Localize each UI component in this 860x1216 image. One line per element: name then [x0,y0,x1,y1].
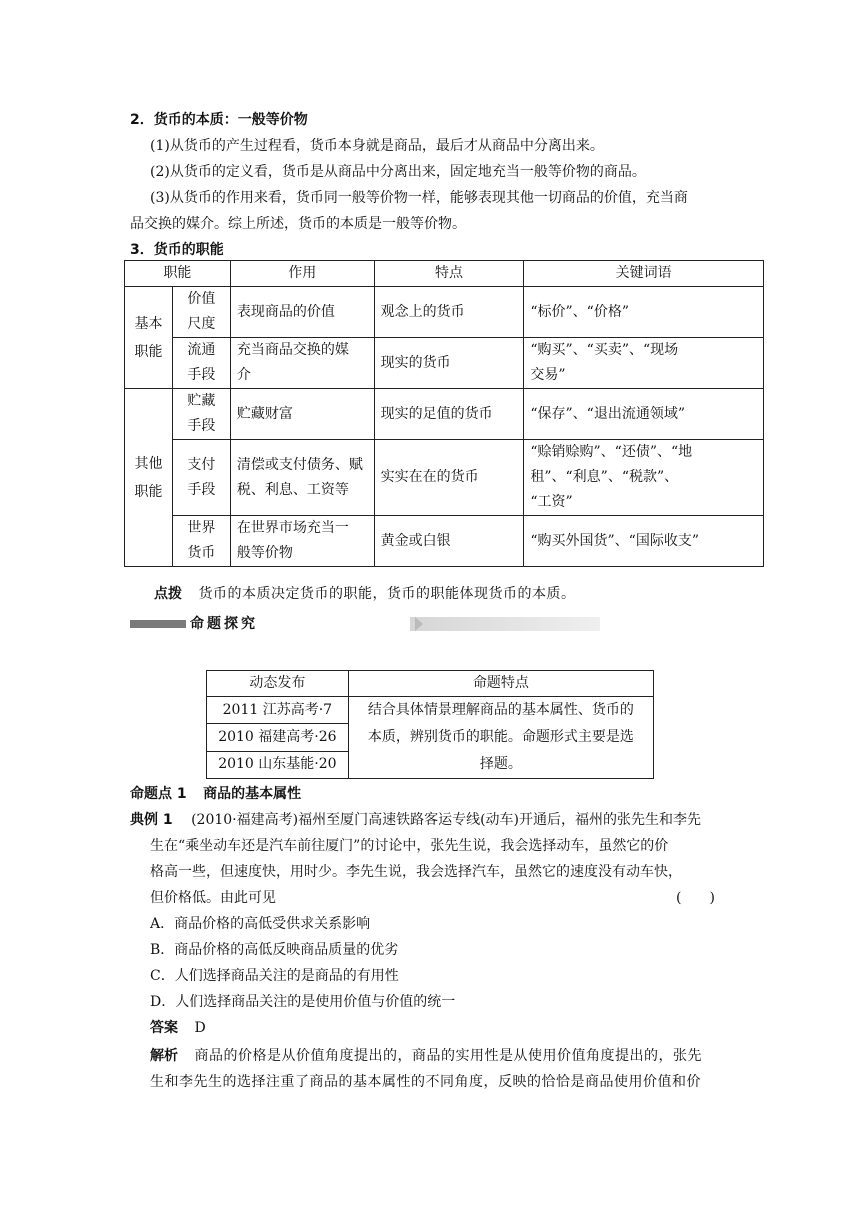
header-function: 职能 [125,261,231,287]
header-source: 动态发布 [207,671,349,697]
banner-gradient [410,617,600,631]
banner-bar [130,620,186,628]
function-name: 价值 尺度 [172,287,230,338]
exam-source: 2011 江苏高考·7 [207,697,349,724]
section-banner [130,615,470,633]
table-row [125,440,764,516]
function-use: 表现商品的价值 [230,287,374,338]
exam-source: 2010 山东基能·20 [207,751,349,778]
money-functions-table [124,260,764,567]
function-keywords: “购买”、“买卖”、“现场 交易” [524,338,764,389]
function-name: 流通 手段 [172,338,230,389]
exam-feature: 结合具体情景理解商品的基本属性、货币的 本质，辨别货币的职能。命题形式主要是选 择题。 [348,697,653,779]
group-label: 基本职能 [134,315,163,360]
tip [154,584,575,604]
section-2-point-3-cont: 品交换的媒介。综上所述，货币的本质是一般等价物。 [130,216,466,232]
group-label: 其他职能 [134,455,163,500]
header-use: 作用 [230,261,374,287]
function-trait: 实实在在的货币 [374,440,524,516]
point-title: 商品的基本属性 [203,786,302,802]
function-keywords: “保存”、“退出流通领域” [524,389,764,440]
function-trait: 黄金或白银 [374,516,524,567]
example-label: 典例 1 [130,812,173,828]
table-row [125,338,764,389]
analysis-text-line: 商品的价格是从价值角度提出的，商品的实用性是从使用价值角度提出的，张先 [194,1048,702,1064]
function-name: 支付 手段 [172,440,230,516]
example-text-line: 格高一些，但速度快，用时少。李先生说，我会选择汽车，虽然它的速度没有动车快， [150,864,682,880]
header-trait: 特点 [374,261,524,287]
point-heading [130,784,301,804]
header-feature: 命题特点 [348,671,653,697]
analysis-label: 解析 [150,1048,178,1064]
option-c: C．人们选择商品关注的是商品的有用性 [150,968,399,984]
example-first-line [130,810,701,830]
function-trait: 现实的货币 [374,338,524,389]
exam-source: 2010 福建高考·26 [207,724,349,751]
example-text-line: 生在“乘坐动车还是汽车前往厦门”的讨论中，张先生说，我会选择动车，虽然它的价 [150,838,669,854]
section-2-point-2: (2)从货币的定义看，货币是从商品中分离出来，固定地充当一般等价物的商品。 [150,164,646,180]
option-a: A．商品价格的高低受供求关系影响 [150,916,371,932]
tip-text: 货币的本质决定货币的职能，货币的职能体现货币的本质。 [198,586,576,602]
table-header-row [125,261,764,287]
analysis-text-line: 生和李先生的选择注重了商品的基本属性的不同角度，反映的恰恰是商品使用价值和价 [150,1074,701,1090]
section-2-point-1: (1)从货币的产生过程看，货币本身就是商品，最后才从商品中分离出来。 [150,138,604,154]
group-other-functions [125,389,173,567]
function-name: 世界 货币 [172,516,230,567]
option-d: D．人们选择商品关注的是使用价值与价值的统一 [150,994,456,1010]
answer-blank: ( ) [676,890,715,906]
chevron-right-icon [415,617,423,631]
function-use: 清偿或支付债务、赋 税、利息、工资等 [230,440,374,516]
function-trait: 现实的足值的货币 [374,389,524,440]
answer-value: D [194,1020,206,1036]
function-use: 充当商品交换的媒 介 [230,338,374,389]
answer-label: 答案 [150,1020,178,1036]
option-b: B．商品价格的高低反映商品质量的优劣 [150,942,399,958]
tip-label: 点拨 [154,586,182,602]
table-row [207,697,654,724]
table-row [125,287,764,338]
function-use: 在世界市场充当一 般等价物 [230,516,374,567]
function-keywords: “标价”、“价格” [524,287,764,338]
exam-table [206,670,654,779]
example-text-line: 但价格低。由此可见 [150,890,276,906]
section-2-heading: 2．货币的本质：一般等价物 [130,112,308,128]
banner-title: 命题探究 [190,616,258,632]
answer-line [150,1018,206,1038]
group-basic-functions [125,287,173,389]
example-text-line: (2010·福建高考)福州至厦门高速铁路客运专线(动车)开通后，福州的张先生和李先 [191,812,702,828]
function-name: 贮藏 手段 [172,389,230,440]
function-keywords: “赊销赊购”、“还债”、“地 租”、“利息”、“税款”、 “工资” [524,440,764,516]
section-2-point-3: (3)从货币的作用来看，货币同一般等价物一样，能够表现其他一切商品的价值，充当商 [150,190,688,206]
section-3-heading: 3．货币的职能 [130,242,224,258]
analysis-first-line [150,1046,702,1066]
table-row [125,516,764,567]
function-keywords: “购买外国货”、“国际收支” [524,516,764,567]
header-keywords: 关键词语 [524,261,764,287]
function-use: 贮藏财富 [230,389,374,440]
function-trait: 观念上的货币 [374,287,524,338]
table-row [125,389,764,440]
table-header-row [207,671,654,697]
point-label: 命题点 1 [130,786,187,802]
